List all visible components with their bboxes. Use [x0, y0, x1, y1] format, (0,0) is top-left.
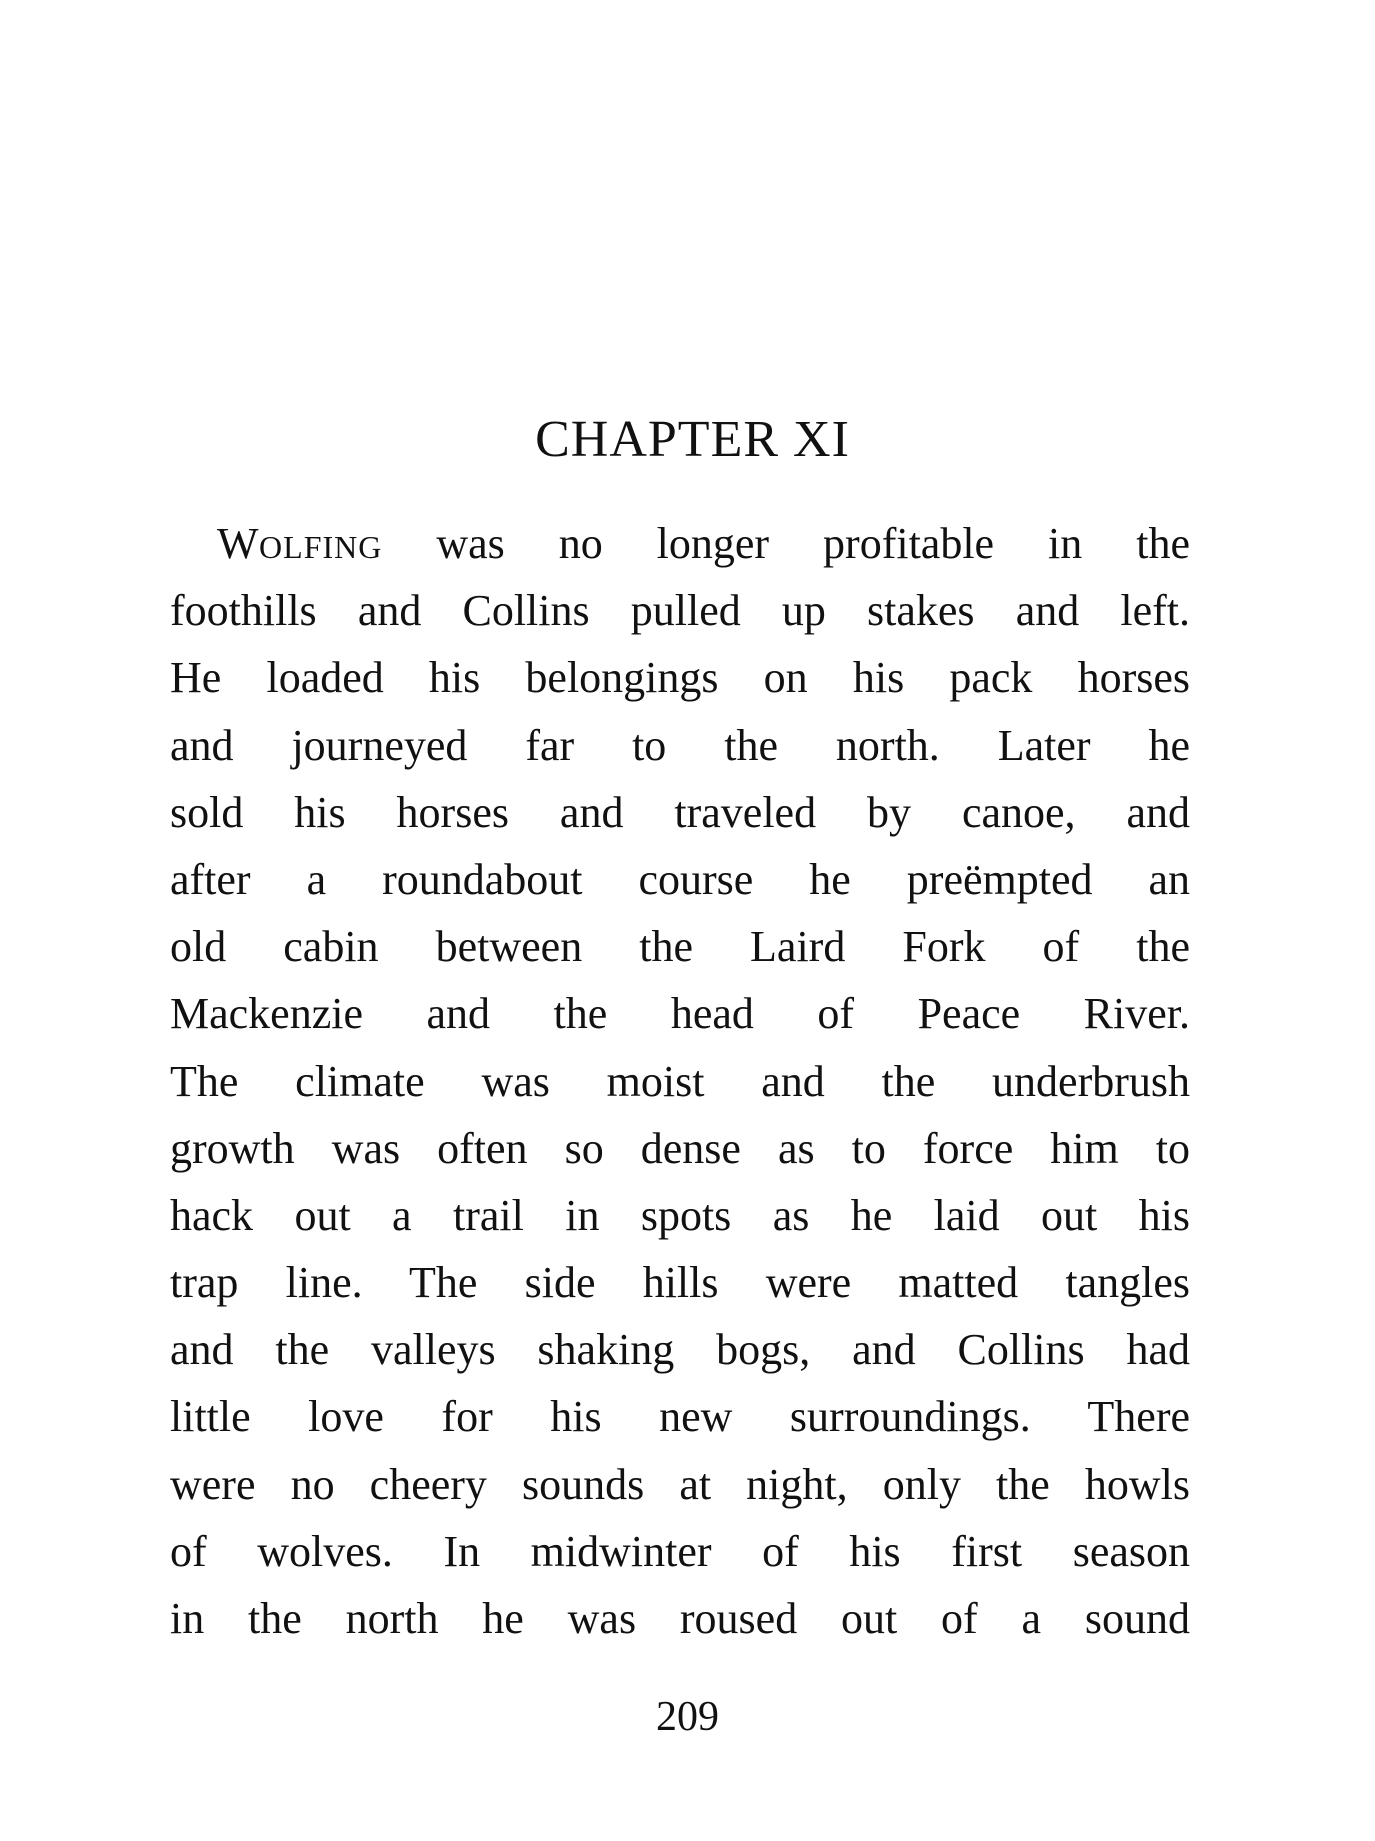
opening-word-initial: W [217, 519, 260, 568]
chapter-heading [0, 408, 1375, 472]
text-line-8: Mackenzie and the head of Peace River. [170, 989, 1190, 1039]
text-line-17: in the north he was roused out of a sound [170, 1594, 1190, 1643]
text-line-11: hack out a trail in spots as he laid out his [170, 1190, 1190, 1240]
text-line-5: sold his horses and traveled by canoe, and [170, 787, 1190, 837]
text-line-15: were no cheery sounds at night, only the howls [170, 1459, 1190, 1509]
text-line-2: foothills and Collins pulled up stakes and left. [170, 586, 1190, 636]
text-line-4: and journeyed far to the north. Later he [170, 720, 1190, 770]
text-line-7: old cabin between the Laird Fork of the [170, 922, 1190, 972]
text-line-6: after a roundabout course he preëmpted an [170, 854, 1190, 904]
text-line-9: The climate was moist and the underbrush [170, 1056, 1190, 1106]
text-line-16: of wolves. In midwinter of his first season [170, 1526, 1190, 1576]
text-line-10: growth was often so dense as to force him to [170, 1123, 1190, 1173]
text-line-13: and the valleys shaking bogs, and Collins had [170, 1325, 1190, 1375]
chapter-title-text: CHAPTER XI [535, 411, 850, 468]
text-line-12: trap line. The side hills were matted tangles [170, 1258, 1190, 1308]
page-number: 209 [656, 1694, 719, 1740]
chapter-body [170, 510, 1190, 1652]
text-line-3: He loaded his belongings on his pack horses [170, 653, 1190, 703]
opening-word-small-caps: OLFING [259, 529, 383, 565]
text-line-1-rest: was no longer profitable in the [382, 519, 1190, 568]
text-line-1 [170, 510, 1190, 577]
opening-word [217, 519, 382, 568]
text-line-14: little love for his new surroundings. There [170, 1392, 1190, 1442]
